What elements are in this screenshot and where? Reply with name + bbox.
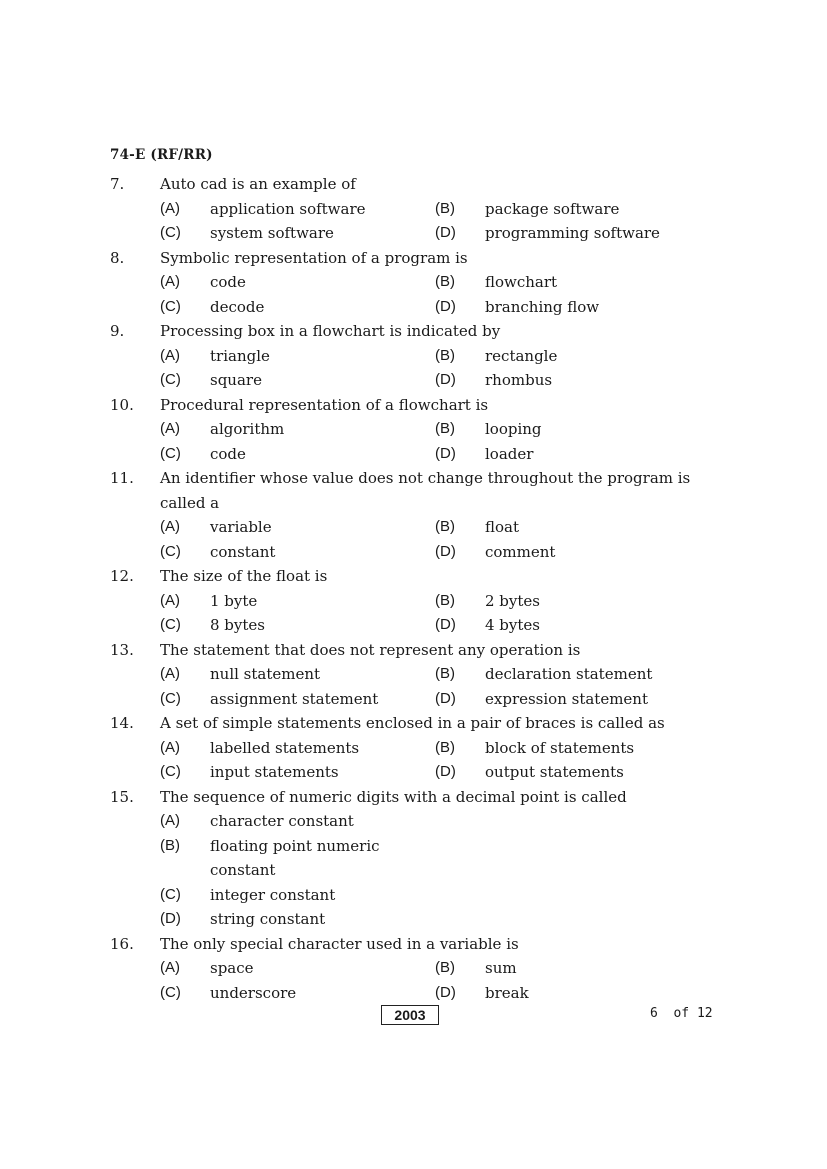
option-text: variable [210, 518, 272, 536]
options-row [160, 809, 730, 834]
answer-option [435, 736, 710, 761]
answer-option [435, 197, 710, 222]
option-text: rectangle [485, 346, 558, 365]
options-block [160, 270, 730, 319]
option-label: (A) [160, 420, 180, 437]
answer-option [160, 270, 435, 295]
option-text: programming software [485, 224, 660, 242]
answer-option [435, 589, 710, 614]
option-text: underscore [210, 983, 297, 1002]
question-item [110, 246, 730, 320]
option-label: (D) [435, 224, 456, 241]
option-label: (D) [435, 763, 456, 780]
option-text: float [485, 518, 520, 536]
question-number: 12. [110, 567, 134, 585]
question-text: The statement that does not represent any operation is [160, 640, 581, 659]
option-label: (B) [435, 738, 455, 756]
options-block [160, 662, 730, 711]
answer-option [160, 662, 435, 687]
question-stem [110, 638, 730, 663]
option-text: character constant [210, 812, 354, 830]
option-text: output statements [485, 763, 624, 781]
options-block [160, 197, 730, 246]
option-label: (B) [435, 959, 455, 976]
answer-option [160, 589, 435, 614]
option-text: input statements [210, 763, 339, 781]
option-label: (D) [435, 616, 456, 633]
answer-option [435, 956, 710, 981]
option-label: (C) [160, 885, 181, 903]
option-label: (B) [435, 420, 455, 437]
question-text: A set of simple statements enclosed in a pair of braces is called as [160, 714, 665, 732]
option-text: constant [210, 542, 276, 561]
answer-option [160, 883, 435, 908]
question-item [110, 932, 730, 1006]
options-row [160, 981, 730, 1006]
options-row [160, 417, 730, 442]
option-label: (B) [435, 518, 455, 535]
options-row [160, 907, 730, 932]
option-label: (C) [160, 983, 181, 1001]
option-text: comment [485, 542, 556, 561]
options-block [160, 589, 730, 638]
answer-option [435, 295, 710, 320]
options-row [160, 687, 730, 712]
question-item [110, 785, 730, 932]
question-number: 15. [110, 787, 134, 806]
answer-option [160, 197, 435, 222]
question-item [110, 172, 730, 246]
question-stem [110, 172, 730, 197]
option-text: 4 bytes [485, 616, 540, 634]
question-text: Procedural representation of a flowchart is [160, 395, 489, 414]
option-text: integer constant [210, 885, 336, 904]
paper-code-header: 74-E (RF/RR) [110, 147, 213, 163]
option-label: (D) [435, 371, 456, 388]
option-text: code [210, 273, 246, 291]
options-row [160, 295, 730, 320]
answer-option [160, 344, 435, 369]
option-label: (D) [435, 297, 456, 315]
answer-option [160, 834, 435, 883]
answer-option [435, 442, 710, 467]
question-number: 8. [110, 248, 125, 267]
answer-option [160, 515, 435, 540]
option-label: (B) [160, 836, 180, 854]
question-stem [110, 785, 730, 810]
question-stem [110, 564, 730, 589]
option-text: rhombus [485, 371, 553, 389]
question-text: An identifier whose value does not change throughout the program is called a [160, 469, 691, 512]
option-text: space [210, 959, 254, 977]
option-text: package software [485, 199, 620, 218]
option-text: 2 bytes [485, 591, 540, 610]
option-label: (C) [160, 444, 181, 462]
answer-option [160, 295, 435, 320]
options-row [160, 956, 730, 981]
option-label: (D) [160, 910, 181, 927]
option-text: floating point numeric constant [210, 836, 380, 879]
answer-option [160, 760, 435, 785]
answer-option [435, 662, 710, 687]
question-text: The sequence of numeric digits with a decimal point is called [160, 787, 627, 806]
option-text: flowchart [485, 273, 558, 291]
answer-option [160, 687, 435, 712]
option-text: square [210, 371, 262, 389]
option-text: decode [210, 297, 265, 316]
answer-option [160, 442, 435, 467]
answer-option [160, 417, 435, 442]
option-text: labelled statements [210, 738, 360, 757]
question-stem [110, 319, 730, 344]
question-stem [110, 711, 730, 736]
options-block [160, 515, 730, 564]
option-label: (B) [435, 591, 455, 609]
question-stem [110, 246, 730, 271]
footer-code-box: 2003 [381, 1005, 439, 1025]
question-item [110, 466, 730, 564]
answer-option [435, 687, 710, 712]
answer-option [435, 613, 710, 638]
question-number: 10. [110, 395, 134, 414]
answer-option [435, 981, 710, 1006]
option-label: (D) [435, 983, 456, 1001]
option-text: triangle [210, 346, 270, 365]
option-label: (A) [160, 959, 180, 976]
option-label: (C) [160, 616, 181, 633]
options-block [160, 956, 730, 1005]
options-block [160, 417, 730, 466]
answer-option [160, 368, 435, 393]
option-text: 1 byte [210, 591, 258, 610]
options-row [160, 589, 730, 614]
answer-option [435, 540, 710, 565]
question-stem [110, 932, 730, 957]
options-row [160, 662, 730, 687]
option-label: (D) [435, 689, 456, 707]
option-text: assignment statement [210, 689, 379, 708]
answer-option [160, 907, 435, 932]
question-text: The only special character used in a variable is [160, 934, 519, 953]
question-number: 9. [110, 322, 125, 340]
option-label: (A) [160, 199, 180, 217]
options-row [160, 270, 730, 295]
option-text: string constant [210, 910, 326, 928]
question-text: Auto cad is an example of [160, 175, 356, 193]
question-item [110, 319, 730, 393]
option-label: (B) [435, 273, 455, 290]
option-label: (A) [160, 518, 180, 535]
answer-option [435, 221, 710, 246]
question-stem [110, 393, 730, 418]
option-label: (A) [160, 591, 180, 609]
option-label: (D) [435, 542, 456, 560]
question-item [110, 711, 730, 785]
answer-option [160, 221, 435, 246]
answer-option [435, 344, 710, 369]
question-number: 13. [110, 640, 134, 659]
answer-option [160, 956, 435, 981]
option-label: (C) [160, 542, 181, 560]
answer-option [435, 368, 710, 393]
option-text: 8 bytes [210, 616, 265, 634]
option-text: code [210, 444, 246, 463]
option-label: (A) [160, 738, 180, 756]
option-text: algorithm [210, 420, 285, 438]
option-text: application software [210, 199, 366, 218]
answer-option [435, 417, 710, 442]
option-label: (B) [435, 199, 455, 217]
question-number: 11. [110, 469, 134, 487]
option-text: branching flow [485, 297, 600, 316]
option-text: loader [485, 444, 534, 463]
answer-option [435, 270, 710, 295]
option-label: (B) [435, 665, 455, 682]
options-row [160, 344, 730, 369]
question-item [110, 638, 730, 712]
answer-option [160, 981, 435, 1006]
option-label: (A) [160, 346, 180, 364]
options-row [160, 613, 730, 638]
option-text: sum [485, 959, 517, 977]
option-text: expression statement [485, 689, 649, 708]
question-number: 14. [110, 714, 134, 732]
option-label: (B) [435, 346, 455, 364]
answer-option [160, 613, 435, 638]
options-block [160, 809, 730, 932]
answer-option [160, 809, 435, 834]
option-text: system software [210, 224, 334, 242]
options-row [160, 883, 730, 908]
option-text: break [485, 983, 529, 1002]
options-row [160, 760, 730, 785]
option-label: (C) [160, 224, 181, 241]
options-row [160, 442, 730, 467]
question-number: 7. [110, 175, 125, 193]
option-label: (C) [160, 297, 181, 315]
question-number: 16. [110, 934, 134, 953]
option-label: (A) [160, 665, 180, 682]
options-row [160, 515, 730, 540]
option-text: declaration statement [485, 665, 653, 683]
question-text: Symbolic representation of a program is [160, 248, 468, 267]
option-text: null statement [210, 665, 321, 683]
answer-option [160, 540, 435, 565]
options-row [160, 540, 730, 565]
answer-option [160, 736, 435, 761]
question-text: Processing box in a flowchart is indicated by [160, 322, 501, 340]
question-item [110, 393, 730, 467]
question-stem [110, 466, 730, 515]
answer-option [435, 760, 710, 785]
options-row [160, 368, 730, 393]
options-row [160, 736, 730, 761]
answer-option [435, 515, 710, 540]
question-text: The size of the float is [160, 567, 328, 585]
options-row [160, 834, 730, 883]
question-item [110, 564, 730, 638]
options-row [160, 197, 730, 222]
option-text: block of statements [485, 738, 635, 757]
options-row [160, 221, 730, 246]
option-label: (C) [160, 371, 181, 388]
option-label: (A) [160, 273, 180, 290]
question-list [110, 172, 730, 1005]
page-number: 6 of 12 [650, 1006, 713, 1021]
options-block [160, 736, 730, 785]
option-label: (C) [160, 689, 181, 707]
option-label: (D) [435, 444, 456, 462]
option-text: looping [485, 420, 542, 438]
options-block [160, 344, 730, 393]
option-label: (C) [160, 763, 181, 780]
option-label: (A) [160, 812, 180, 829]
